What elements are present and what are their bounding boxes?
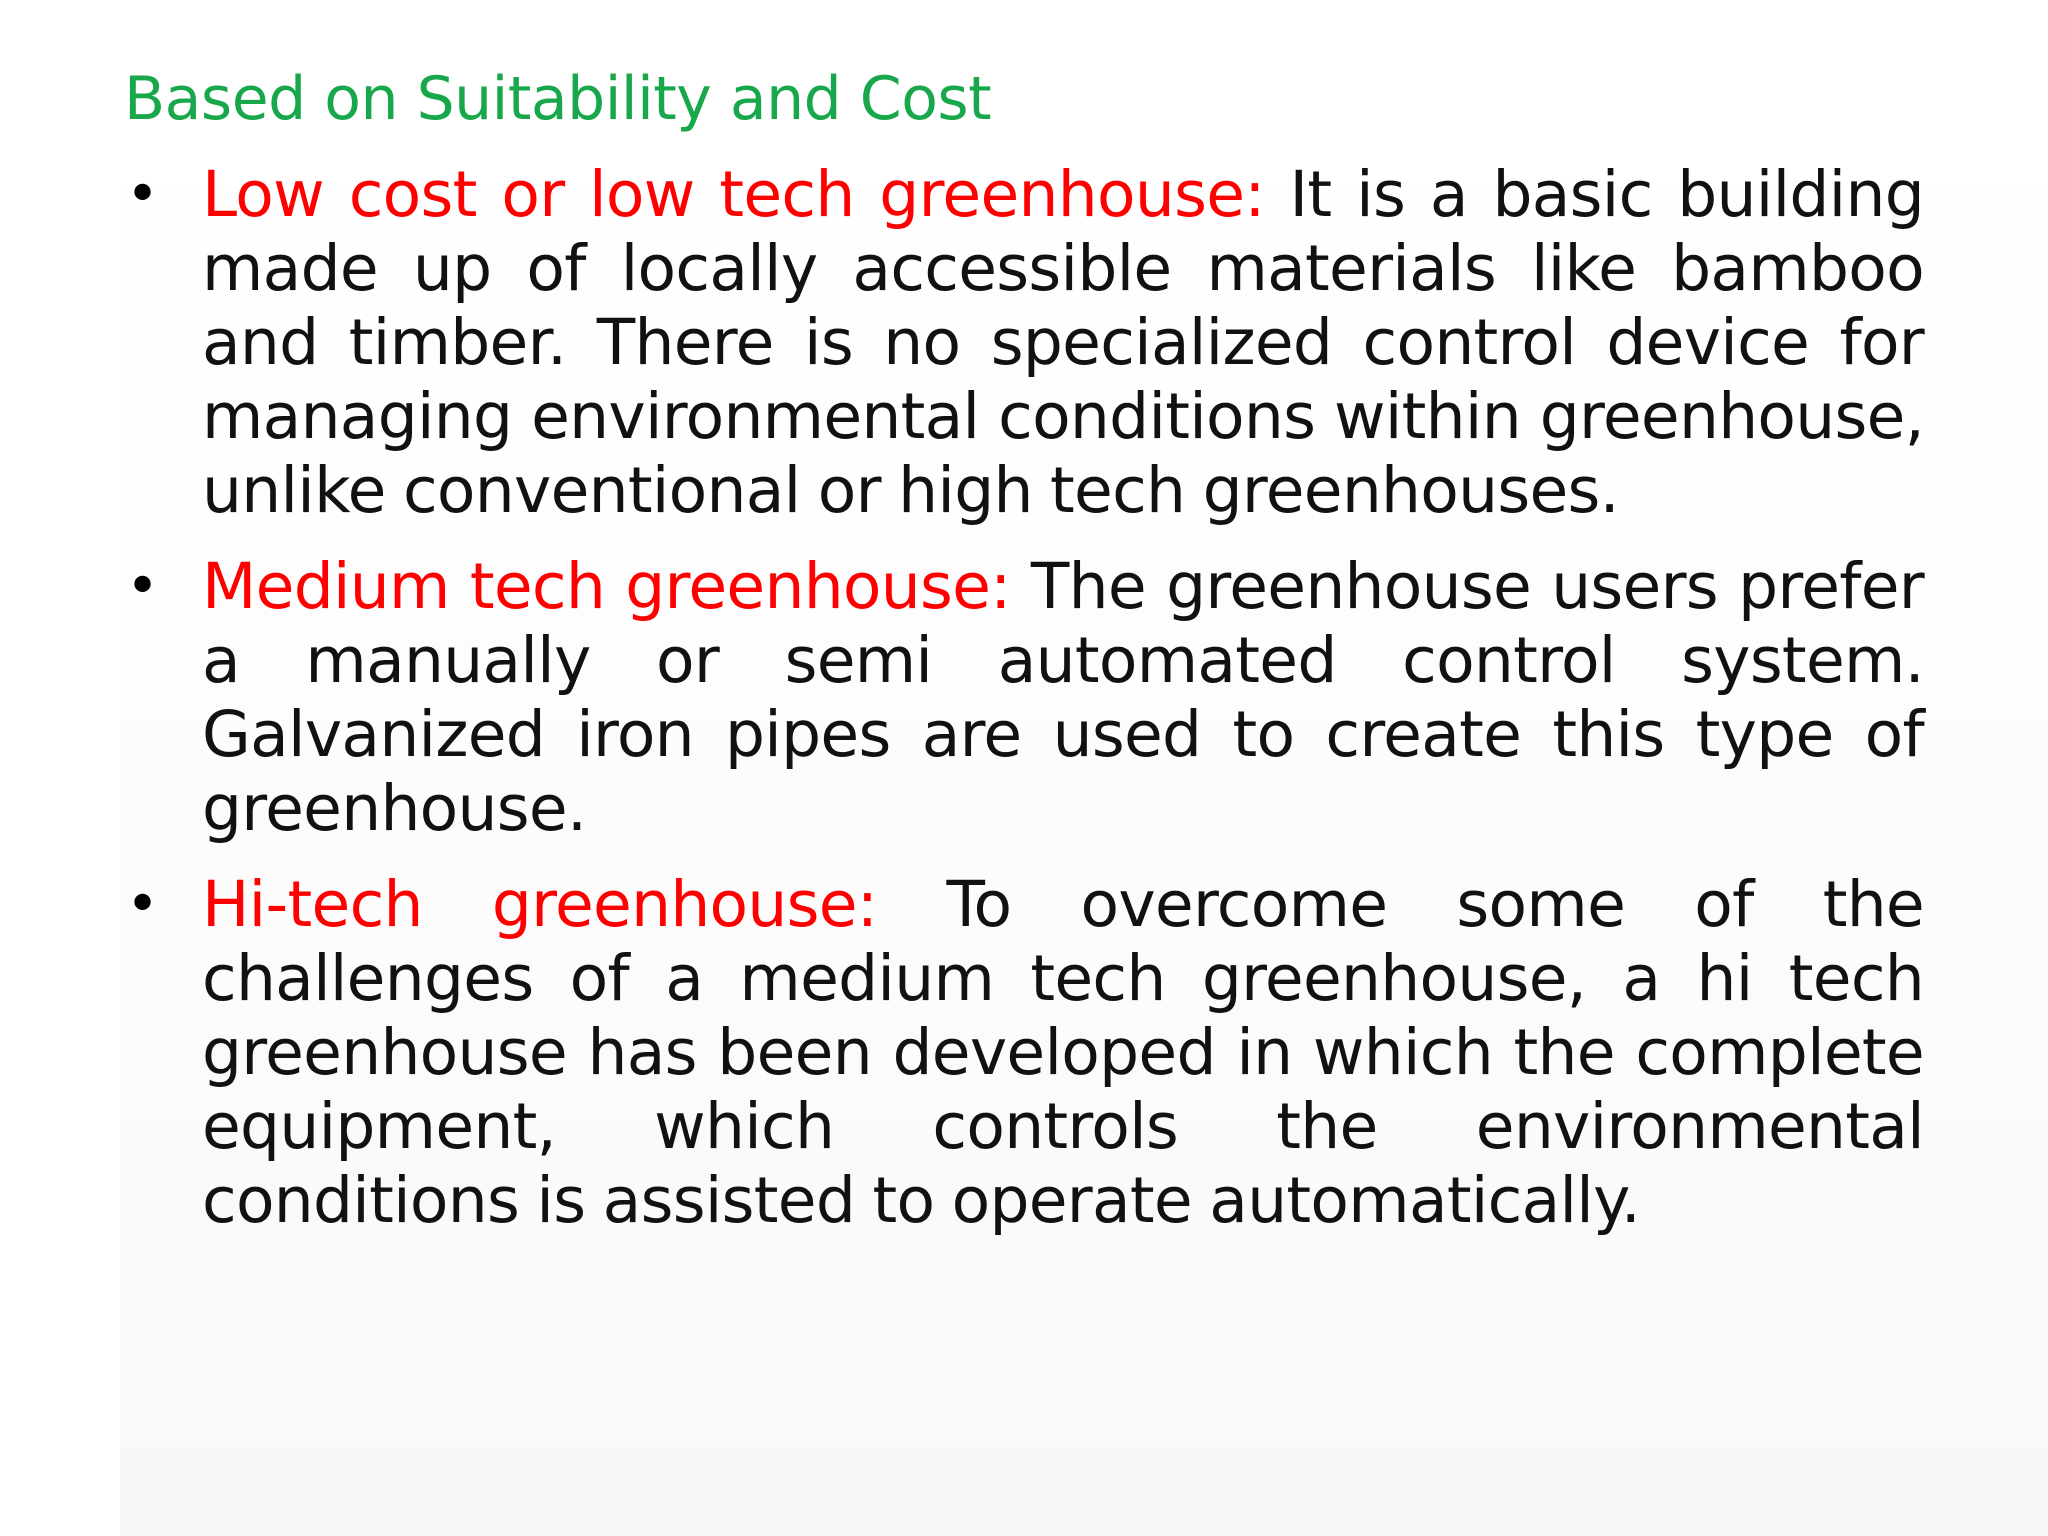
bullet-description: The greenhouse users prefer a manually or semi automated control system. Galvanized iron pipes are used to create this type of greenhouse. xyxy=(202,550,1924,845)
bullet-marker: • xyxy=(126,554,160,619)
bullet-marker: • xyxy=(126,162,160,227)
bullet-term: Hi-tech greenhouse: xyxy=(202,868,878,941)
slide-heading: Based on Suitability and Cost xyxy=(124,64,992,134)
bullet-description: To overcome some of the challenges of a medium tech greenhouse, a hi tech greenhouse has been developed in which the complete equipment, which controls the environmental conditions is assisted to operate automatically. xyxy=(202,868,1924,1237)
bullet-description: It is a basic building made up of locally accessible materials like bamboo and timber. There is no specialized control device for managing environmental conditions within greenhouse, unlike conventional or high tech greenhouses. xyxy=(202,158,1924,527)
bullet-term: Low cost or low tech greenhouse: xyxy=(202,158,1265,231)
bullet-item-low-tech xyxy=(124,158,1924,528)
bullet-body xyxy=(202,868,1924,1238)
bullet-item-hi-tech xyxy=(124,868,1924,1238)
bullet-marker: • xyxy=(126,872,160,937)
bullet-term: Medium tech greenhouse: xyxy=(202,550,1011,623)
bullet-list xyxy=(124,158,1924,1260)
bullet-item-medium-tech xyxy=(124,550,1924,846)
bullet-body xyxy=(202,158,1924,528)
bullet-body xyxy=(202,550,1924,846)
